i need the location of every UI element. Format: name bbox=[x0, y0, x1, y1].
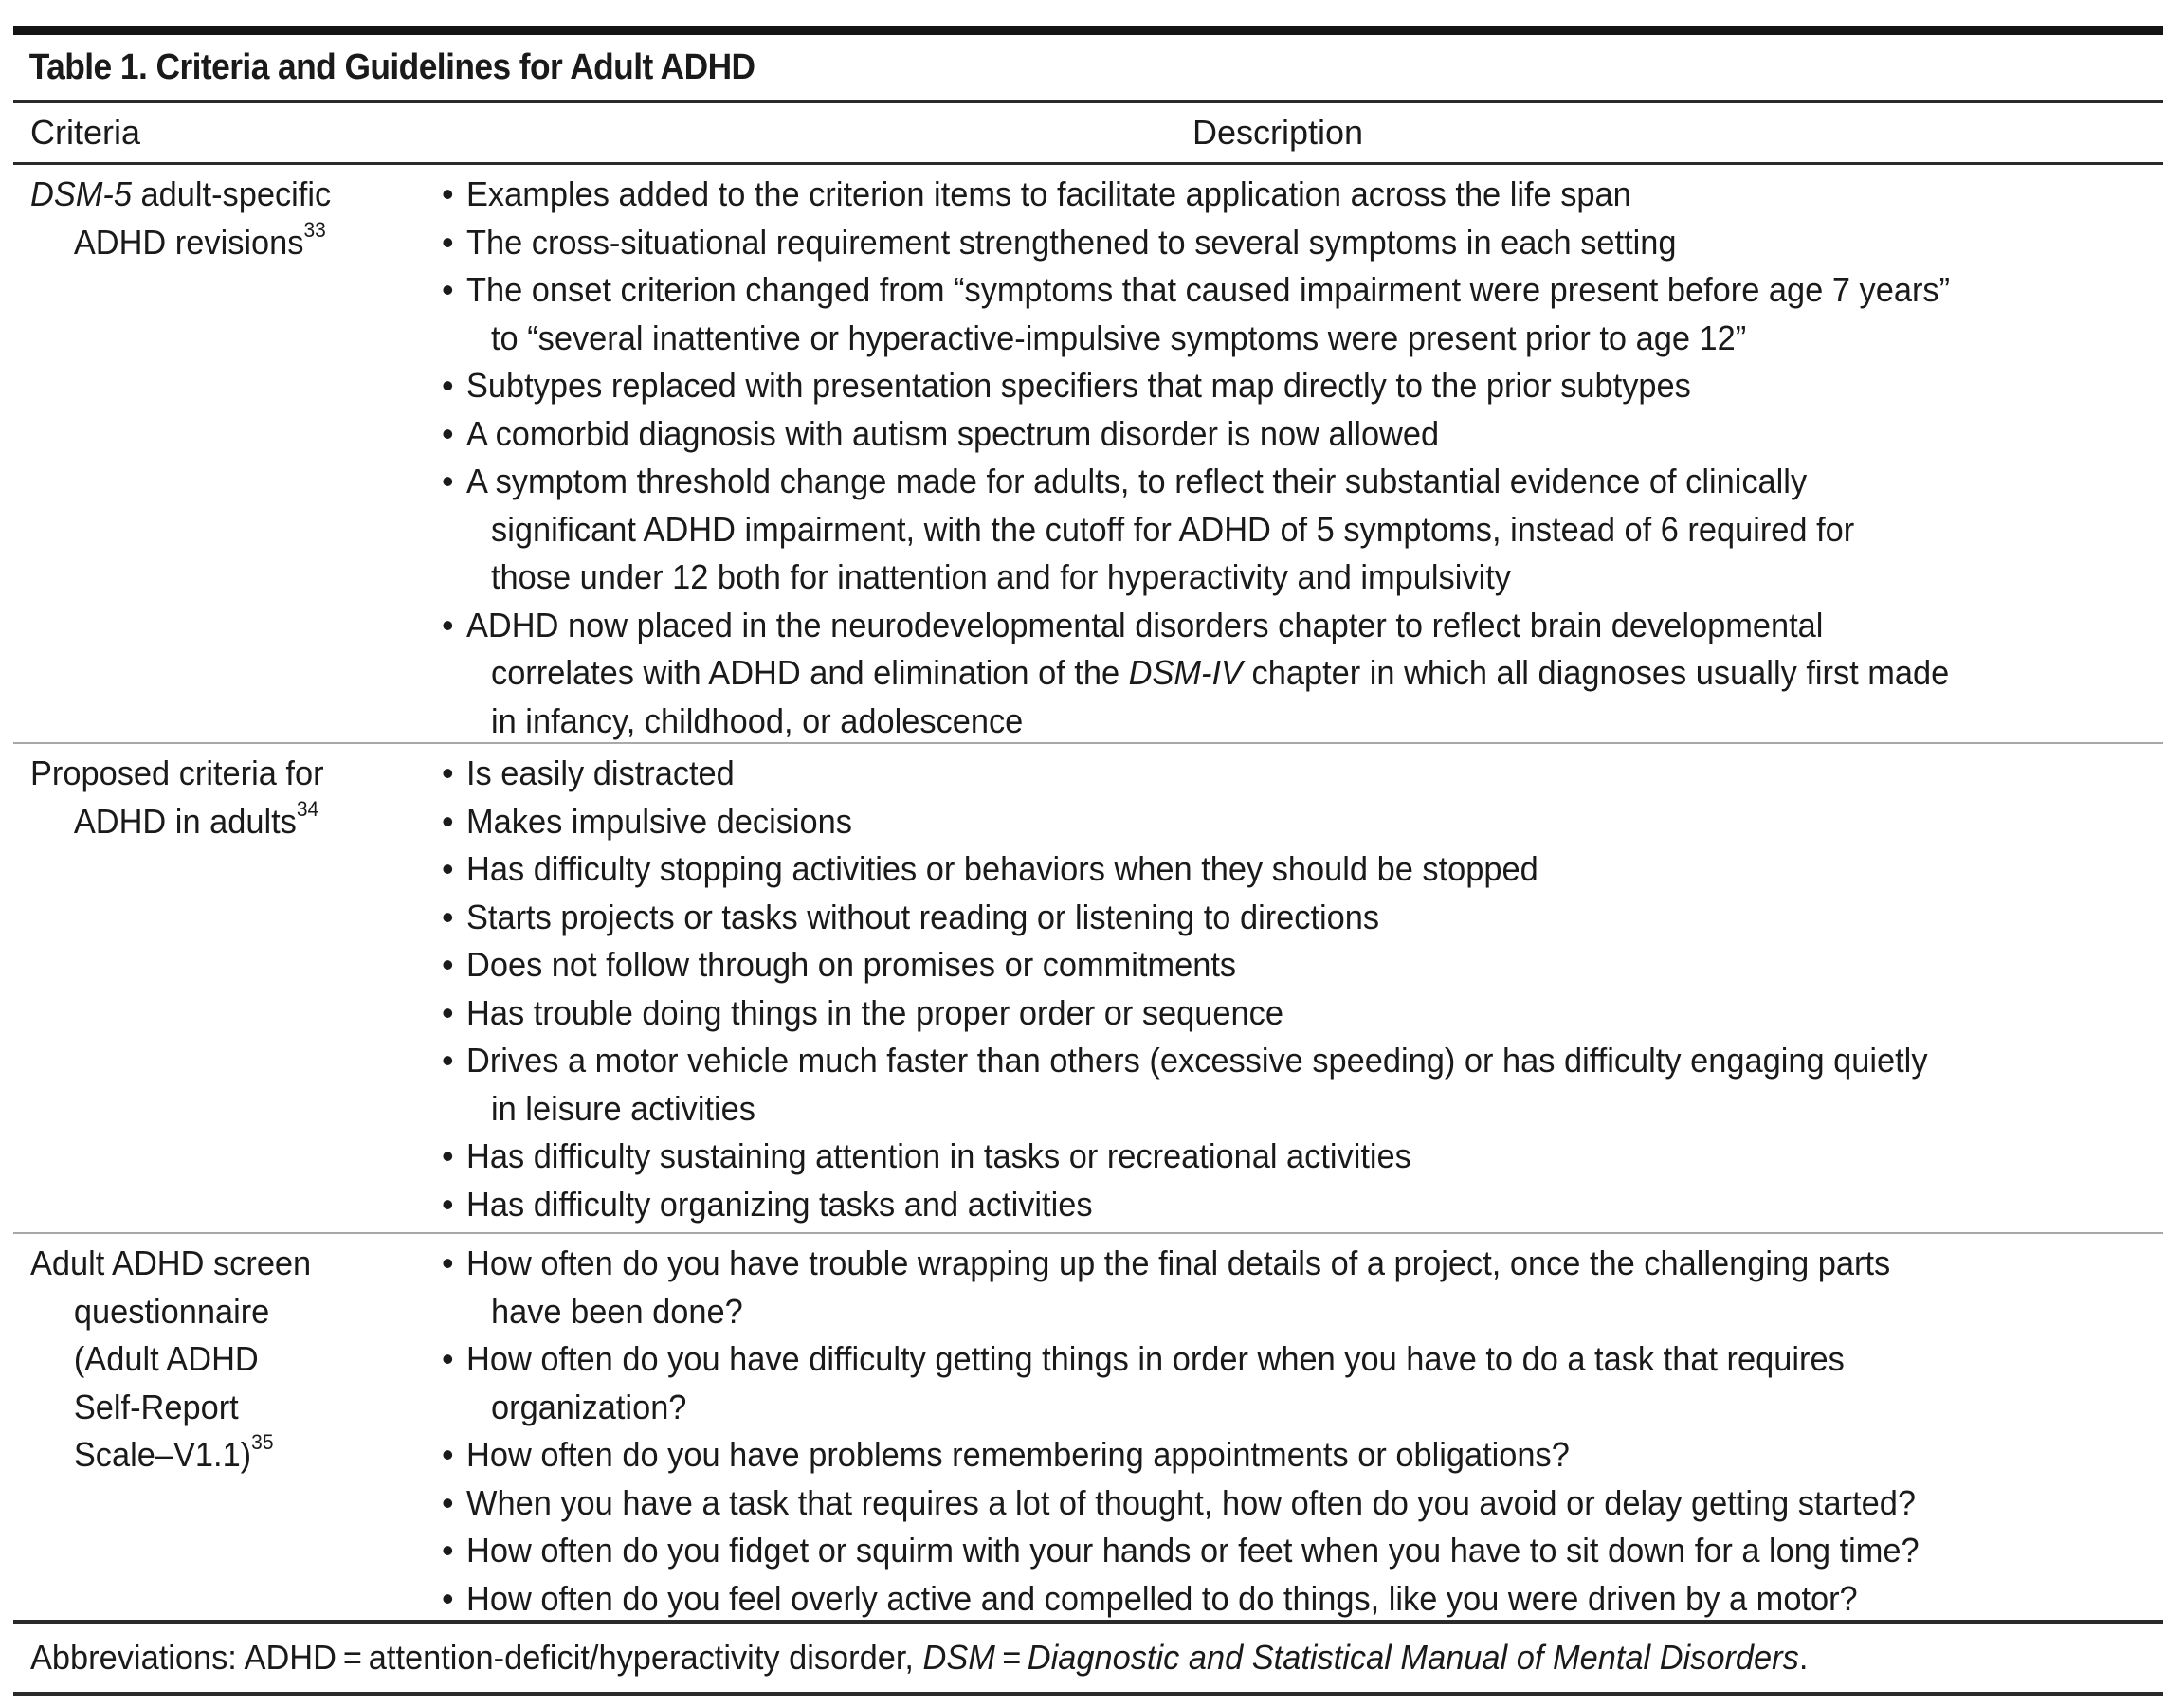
table-figure bbox=[13, 26, 2163, 1696]
item-text: The onset criterion changed from “symptoms that caused impairment were present before age 7 years” bbox=[466, 270, 1951, 309]
list-item bbox=[442, 1133, 2163, 1181]
item-text: correlates with ADHD and elimination of the bbox=[491, 653, 1129, 692]
list-item bbox=[442, 1431, 2163, 1479]
list-item bbox=[442, 1181, 2163, 1229]
table-row-dsm5 bbox=[13, 165, 2163, 742]
list-item bbox=[442, 894, 2163, 942]
list-item bbox=[442, 1335, 2163, 1431]
final-rule bbox=[13, 1692, 2163, 1696]
bullet-icon: • bbox=[442, 945, 454, 984]
criteria-cell bbox=[13, 744, 430, 1232]
bullet-icon: • bbox=[442, 1041, 454, 1080]
criteria-text: Self-Report bbox=[73, 1387, 239, 1426]
item-text: in leisure activities bbox=[491, 1088, 755, 1128]
bullet-icon: • bbox=[442, 897, 454, 936]
bullet-icon: • bbox=[442, 174, 454, 213]
item-text: How often do you feel overly active and compelled to do things, like you were driven by a motor? bbox=[466, 1578, 1858, 1618]
criteria-text: adult-specific bbox=[131, 174, 332, 213]
criteria-text: ADHD in adults bbox=[73, 801, 297, 841]
criteria-italic: DSM-5 bbox=[30, 174, 132, 213]
bullet-icon: • bbox=[442, 1136, 454, 1175]
list-item bbox=[442, 410, 2163, 459]
list-item bbox=[442, 602, 2163, 746]
description-cell bbox=[430, 744, 2163, 1232]
bullet-icon: • bbox=[442, 605, 454, 644]
list-item bbox=[442, 798, 2163, 846]
bullet-icon: • bbox=[442, 801, 454, 841]
column-header-description: Description bbox=[1192, 113, 1364, 152]
list-item bbox=[442, 750, 2163, 798]
footnote-italic-text: DSM = Diagnostic and Statistical Manual of Mental Disorders bbox=[922, 1638, 1799, 1677]
list-item bbox=[442, 1575, 2163, 1624]
item-text: The cross-situational requirement strengthened to several symptoms in each setting bbox=[466, 222, 1677, 262]
bullet-icon: • bbox=[442, 992, 454, 1032]
list-item bbox=[442, 941, 2163, 989]
criteria-cell bbox=[13, 165, 430, 742]
bullet-icon: • bbox=[442, 413, 454, 453]
bullet-icon: • bbox=[442, 1482, 454, 1522]
description-cell bbox=[430, 1234, 2163, 1620]
bullet-icon: • bbox=[442, 1435, 454, 1474]
item-text: to “several inattentive or hyperactive-impulsive symptoms were present prior to age 12” bbox=[491, 318, 1747, 357]
item-text: A comorbid diagnosis with autism spectrum disorder is now allowed bbox=[466, 413, 1440, 453]
criteria-text: Scale–V1.1) bbox=[73, 1435, 252, 1474]
table-title: Table 1. Criteria and Guidelines for Adult ADHD bbox=[28, 47, 755, 87]
criteria-text: questionnaire bbox=[73, 1291, 270, 1331]
item-text: Starts projects or tasks without reading or listening to directions bbox=[466, 897, 1380, 936]
list-item bbox=[442, 266, 2163, 362]
bullet-icon: • bbox=[442, 849, 454, 888]
item-text: How often do you have difficulty getting things in order when you have to do a task that requires bbox=[466, 1339, 1845, 1378]
item-text: Is easily distracted bbox=[466, 753, 735, 792]
footnote-text: . bbox=[1798, 1638, 1809, 1677]
item-text: significant ADHD impairment, with the cutoff for ADHD of 5 symptoms, instead of 6 required for bbox=[491, 509, 1855, 549]
item-text: Has trouble doing things in the proper order or sequence bbox=[466, 992, 1283, 1032]
item-text: Makes impulsive decisions bbox=[466, 801, 852, 841]
list-item bbox=[442, 171, 2163, 219]
bullet-icon: • bbox=[442, 1339, 454, 1378]
item-text: A symptom threshold change made for adults, to reflect their substantial evidence of clinically bbox=[466, 462, 1808, 500]
criteria-text: ADHD revisions bbox=[73, 222, 304, 262]
list-item bbox=[442, 219, 2163, 267]
item-text: When you have a task that requires a lot of thought, how often do you avoid or delay getting started? bbox=[466, 1482, 1916, 1522]
item-text: Subtypes replaced with presentation specifiers that map directly to the prior subtypes bbox=[466, 366, 1691, 405]
description-cell bbox=[430, 165, 2163, 742]
top-rule bbox=[13, 26, 2163, 35]
footnote-text: Abbreviations: ADHD = attention-deficit/hyperactivity disorder, bbox=[30, 1638, 923, 1677]
table-header-row bbox=[13, 103, 2163, 162]
list-item bbox=[442, 1037, 2163, 1133]
item-italic-text: DSM-IV bbox=[1128, 653, 1243, 692]
item-text: How often do you have trouble wrapping up the final details of a project, once the challenging parts bbox=[466, 1243, 1891, 1282]
list-item bbox=[442, 362, 2163, 410]
bullet-icon: • bbox=[442, 1531, 454, 1570]
item-text: in infancy, childhood, or adolescence bbox=[491, 700, 1024, 740]
item-text: Examples added to the criterion items to facilitate application across the life span bbox=[466, 174, 1631, 213]
item-text: How often do you fidget or squirm with your hands or feet when you have to sit down for a long time? bbox=[466, 1531, 1920, 1570]
item-text: Does not follow through on promises or commitments bbox=[466, 945, 1237, 984]
bullet-icon: • bbox=[442, 462, 454, 500]
reference-superscript: 34 bbox=[296, 796, 319, 821]
bullet-icon: • bbox=[442, 1184, 454, 1224]
item-text: Has difficulty stopping activities or behaviors when they should be stopped bbox=[466, 849, 1538, 888]
bullet-icon: • bbox=[442, 1578, 454, 1618]
bullet-icon: • bbox=[442, 270, 454, 309]
list-item bbox=[442, 989, 2163, 1038]
item-text: Has difficulty sustaining attention in tasks or recreational activities bbox=[466, 1136, 1411, 1175]
criteria-text: Proposed criteria for bbox=[30, 753, 324, 792]
list-item bbox=[442, 1479, 2163, 1528]
item-text: those under 12 both for inattention and for hyperactivity and impulsivity bbox=[491, 557, 1511, 596]
list-item bbox=[442, 845, 2163, 894]
bullet-icon: • bbox=[442, 366, 454, 405]
list-item bbox=[442, 458, 2163, 602]
item-text: Has difficulty organizing tasks and activities bbox=[466, 1184, 1093, 1224]
item-text: organization? bbox=[491, 1387, 687, 1426]
item-text: Drives a motor vehicle much faster than others (excessive speeding) or has difficulty engaging quietly bbox=[466, 1041, 1928, 1080]
list-item bbox=[442, 1240, 2163, 1335]
bullet-icon: • bbox=[442, 1243, 454, 1282]
abbreviations-footnote bbox=[13, 1624, 2163, 1692]
item-text: chapter in which all diagnoses usually first made bbox=[1242, 653, 1950, 692]
criteria-cell bbox=[13, 1234, 430, 1620]
reference-superscript: 33 bbox=[303, 217, 326, 242]
criteria-text: Adult ADHD screen bbox=[30, 1243, 312, 1282]
reference-superscript: 35 bbox=[251, 1430, 274, 1454]
table-row-asrs bbox=[13, 1234, 2163, 1620]
bullet-icon: • bbox=[442, 222, 454, 262]
bullet-icon: • bbox=[442, 753, 454, 792]
item-text: How often do you have problems remembering appointments or obligations? bbox=[466, 1435, 1570, 1474]
criteria-text: (Adult ADHD bbox=[73, 1339, 259, 1378]
item-text: have been done? bbox=[491, 1291, 743, 1331]
table-row-proposed-criteria bbox=[13, 744, 2163, 1232]
list-item bbox=[442, 1527, 2163, 1575]
column-header-criteria: Criteria bbox=[30, 113, 141, 152]
item-text: ADHD now placed in the neurodevelopmental disorders chapter to reflect brain developmental bbox=[466, 605, 1824, 644]
